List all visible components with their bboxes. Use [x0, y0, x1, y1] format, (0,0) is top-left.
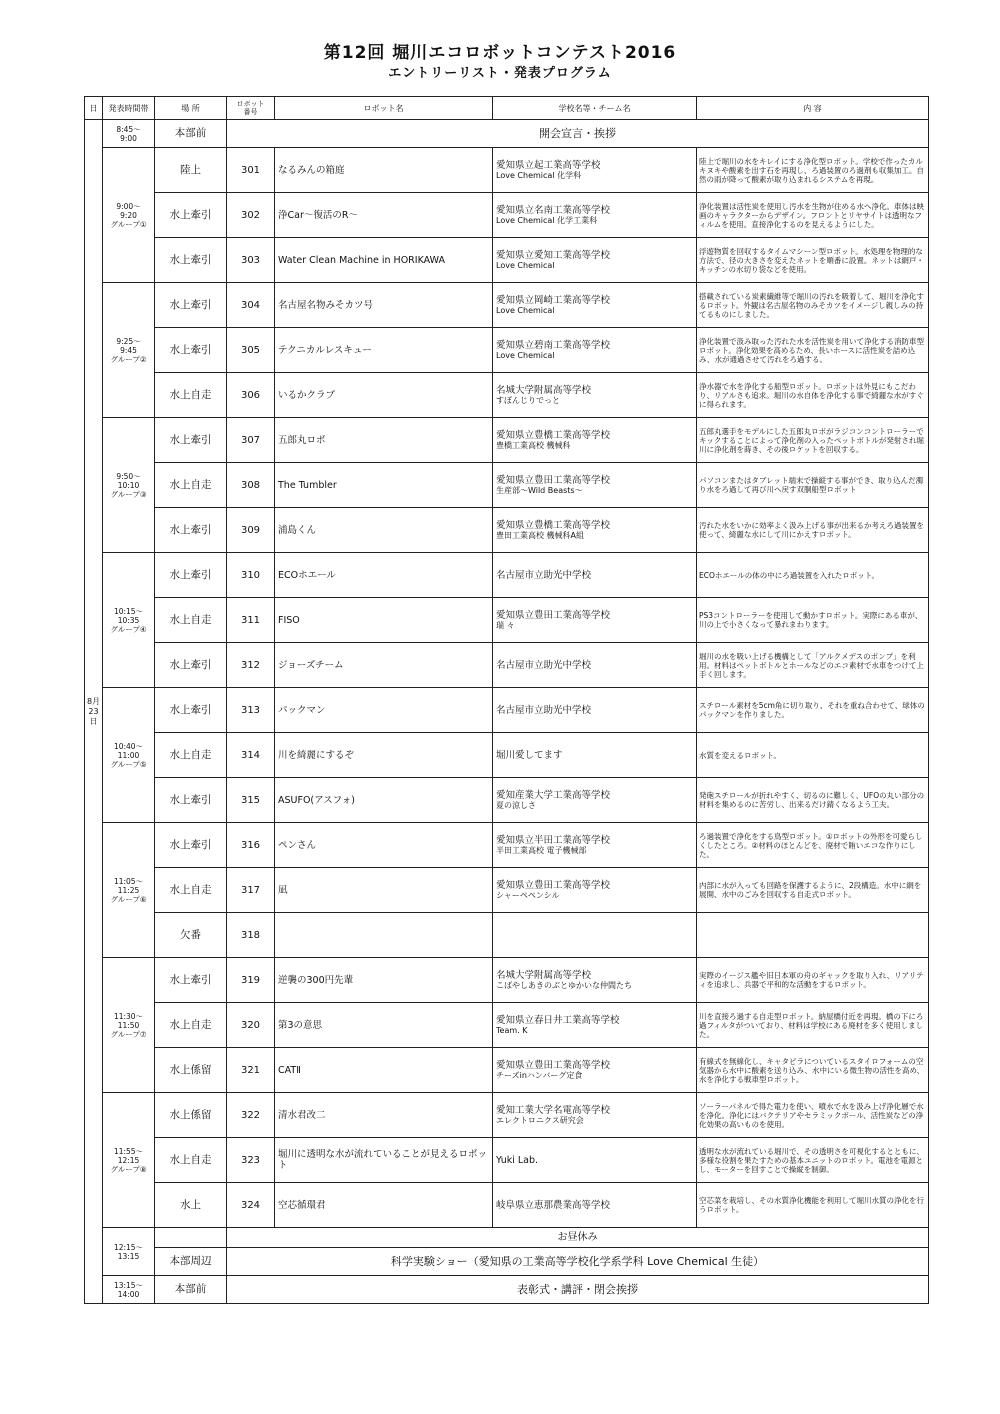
- entry-row: [85, 1138, 929, 1183]
- entry-row: [85, 688, 929, 733]
- group-time: 11:30～ 11:50 グループ⑦: [103, 958, 155, 1093]
- opening-place: 本部前: [155, 120, 227, 148]
- group-time: 10:40～ 11:00 グループ⑤: [103, 688, 155, 823]
- entry-robot-name: ECOホエール: [275, 553, 493, 598]
- entry-row: [85, 598, 929, 643]
- entry-school: 愛知産業大学工業高等学校 夏の涼しさ: [493, 778, 697, 823]
- entry-number: 315: [227, 778, 275, 823]
- header-time: 発表時間帯: [103, 97, 155, 120]
- entry-row: [85, 328, 929, 373]
- entry-description: 空芯菜を栽培し、その水質浄化機能を利用して堀川水質の浄化を行うロボット。: [697, 1183, 929, 1228]
- entry-number: 308: [227, 463, 275, 508]
- entry-school: 愛知県立豊橋工業高等学校 豊田工業高校 機械科A組: [493, 508, 697, 553]
- lunch-row: [85, 1228, 929, 1248]
- entry-description: 水質を変えるロボット。: [697, 733, 929, 778]
- entry-description: 実際のイージス艦や旧日本軍の舟のギャックを取り入れ、リアリティを追求し、兵器で平和的な活動をするロボット。: [697, 958, 929, 1003]
- entry-robot-name: 凪: [275, 868, 493, 913]
- entry-number: 306: [227, 373, 275, 418]
- entry-place: 水上牽引: [155, 553, 227, 598]
- entry-school: 愛知県立愛知工業高等学校 Love Chemical: [493, 238, 697, 283]
- entry-place: 水上牽引: [155, 283, 227, 328]
- entry-place: 水上自走: [155, 1003, 227, 1048]
- entry-number: 305: [227, 328, 275, 373]
- page-title: 第12回 堀川エコロボットコンテスト2016: [323, 43, 677, 63]
- entry-description: パソコンまたはタブレット端末で操縦する事ができ、取り込んだ濁り水をろ過して再び川へ戻す双胴船型ロボット: [697, 463, 929, 508]
- entry-school: 愛知県立名南工業高等学校 Love Chemical 化学工業科: [493, 193, 697, 238]
- entry-place: 水上自走: [155, 463, 227, 508]
- closing-row: [85, 1276, 929, 1304]
- entry-robot-name: FISO: [275, 598, 493, 643]
- entry-number: 316: [227, 823, 275, 868]
- entry-place: 水上牽引: [155, 688, 227, 733]
- entry-place: 水上牽引: [155, 508, 227, 553]
- entry-school: 愛知県立豊田工業高等学校 瑞 々: [493, 598, 697, 643]
- entry-description: 発砲スチロールが折れやすく、切るのに難しく、UFOの丸い部分の材料を集めるのに苦労し、出来るだけ錆くなるよう工夫。: [697, 778, 929, 823]
- entry-place: 水上自走: [155, 868, 227, 913]
- entry-description: 浄水器で水を浄化する船型ロボット。ロボットは外見にもこだわり、リアルさも追求。堀川の水自体を浄化する事で綺麗な水がすぐに得られます。: [697, 373, 929, 418]
- entry-robot-name: 清水君改二: [275, 1093, 493, 1138]
- entry-row: [85, 1048, 929, 1093]
- entry-place: 陸上: [155, 148, 227, 193]
- entry-place: 水上自走: [155, 373, 227, 418]
- entry-robot-name: 名古屋名物みそカツ号: [275, 283, 493, 328]
- entry-school: 岐阜県立恵那農業高等学校: [493, 1183, 697, 1228]
- entry-school: [493, 913, 697, 958]
- page-subtitle: エントリーリスト・発表プログラム: [388, 66, 612, 81]
- entry-school: 堀川愛してます: [493, 733, 697, 778]
- entry-school: 愛知県立豊田工業高等学校 生産部～Wild Beasts～: [493, 463, 697, 508]
- entry-school: 名古屋市立助光中学校: [493, 643, 697, 688]
- entry-place: 水上牽引: [155, 823, 227, 868]
- entry-school: 名城大学附属高等学校 すぼんじりでっと: [493, 373, 697, 418]
- entry-row: [85, 823, 929, 868]
- entry-place: 水上係留: [155, 1093, 227, 1138]
- entry-place: 水上自走: [155, 733, 227, 778]
- header-robot-name: ロボット名: [275, 97, 493, 120]
- closing-event: 表彰式・講評・閉会挨拶: [227, 1276, 929, 1304]
- entry-robot-name: パックマン: [275, 688, 493, 733]
- entry-description: 透明な水が流れている堀川で、その透明さを可視化するとともに、多様な役割を果たすための基本ユニットのロボット。電池を電源とし、モーターを回すことで操縦を制御。: [697, 1138, 929, 1183]
- lunch-time: 12:15～ 13:15: [103, 1228, 155, 1276]
- entry-number: 319: [227, 958, 275, 1003]
- group-time: 9:00～ 9:20 グループ①: [103, 148, 155, 283]
- entry-place: 水上: [155, 1183, 227, 1228]
- entry-row: [85, 193, 929, 238]
- science-show-place: 本部周辺: [155, 1248, 227, 1276]
- entry-number: 312: [227, 643, 275, 688]
- entry-school: 愛知県立碧南工業高等学校 Love Chemical: [493, 328, 697, 373]
- entry-number: 307: [227, 418, 275, 463]
- entry-row: [85, 418, 929, 463]
- entry-row: [85, 1093, 929, 1138]
- entry-number: 323: [227, 1138, 275, 1183]
- entry-number: 314: [227, 733, 275, 778]
- entry-robot-name: 五郎丸ロボ: [275, 418, 493, 463]
- entry-number: 304: [227, 283, 275, 328]
- lunch-blank: [155, 1228, 227, 1248]
- entry-robot-name: 浦島くん: [275, 508, 493, 553]
- entry-school: 愛知県立豊橋工業高等学校 豊橋工業高校 機械科: [493, 418, 697, 463]
- entry-school: 愛知県立起工業高等学校 Love Chemical 化学科: [493, 148, 697, 193]
- entry-place: 水上自走: [155, 1138, 227, 1183]
- entry-row: [85, 283, 929, 328]
- entry-school: Yuki Lab.: [493, 1138, 697, 1183]
- opening-row: [85, 120, 929, 148]
- entry-school: 愛知県立春日井工業高等学校 Team. K: [493, 1003, 697, 1048]
- opening-time: 8:45～ 9:00: [103, 120, 155, 148]
- lunch-event: お昼休み: [227, 1228, 929, 1248]
- entry-row: [85, 1183, 929, 1228]
- entry-description: 有線式を無線化し、キャタピラについているスタイロフォームの空気器から水中に酸素を送り込み、水中にいる微生物の活性を高め、水を浄化する戦車型ロボット。: [697, 1048, 929, 1093]
- entry-place: 水上牽引: [155, 418, 227, 463]
- entry-place: 水上係留: [155, 1048, 227, 1093]
- opening-event: 開会宣言・挨拶: [227, 120, 929, 148]
- header-place: 場 所: [155, 97, 227, 120]
- entry-number: 318: [227, 913, 275, 958]
- entry-row: [85, 1003, 929, 1048]
- entry-row: [85, 733, 929, 778]
- group-time: 9:50～ 10:10 グループ③: [103, 418, 155, 553]
- entry-row: [85, 238, 929, 283]
- entry-row: [85, 913, 929, 958]
- table-header-row: [85, 97, 929, 120]
- group-time: 10:15～ 10:35 グループ④: [103, 553, 155, 688]
- group-time: 11:55～ 12:15 グループ⑧: [103, 1093, 155, 1228]
- entry-place: 水上牽引: [155, 193, 227, 238]
- entry-robot-name: なるみんの箱庭: [275, 148, 493, 193]
- entry-school: 名古屋市立助光中学校: [493, 688, 697, 733]
- entry-number: 324: [227, 1183, 275, 1228]
- entry-description: 浮遊物質を回収するタイムマシーン型ロボット。水処理を物理的な方法で、径の大きさを変えたネットを順番に設置。ネットは網戸・キッチンの水切り袋などを使用。: [697, 238, 929, 283]
- entry-robot-name: テクニカルレスキュー: [275, 328, 493, 373]
- entry-number: 317: [227, 868, 275, 913]
- entry-row: [85, 958, 929, 1003]
- entry-number: 311: [227, 598, 275, 643]
- entry-place: 水上牽引: [155, 643, 227, 688]
- entry-robot-name: 堀川に透明な水が流れていることが見えるロボット: [275, 1138, 493, 1183]
- header-school: 学校名等・チーム名: [493, 97, 697, 120]
- entry-description: スチロール素材を5cm角に切り取り、それを重ね合わせて、球体のパックマンを作りました。: [697, 688, 929, 733]
- entry-place: 水上牽引: [155, 778, 227, 823]
- entry-description: ECOホエールの体の中にろ過装置を入れたロボット。: [697, 553, 929, 598]
- entry-school: 愛知県立岡崎工業高等学校 Love Chemical: [493, 283, 697, 328]
- entry-row: [85, 373, 929, 418]
- entry-number: 309: [227, 508, 275, 553]
- entry-robot-name: [275, 913, 493, 958]
- entry-number: 302: [227, 193, 275, 238]
- entry-place: 欠番: [155, 913, 227, 958]
- entry-number: 322: [227, 1093, 275, 1138]
- entry-robot-name: ジョーズチーム: [275, 643, 493, 688]
- entry-description: 内部に水が入っても回路を保護するように、2段構造。水中に網を展開、水中のごみを回収する自走式ロボット。: [697, 868, 929, 913]
- entry-school: 愛知県立半田工業高等学校 半田工業高校 電子機械部: [493, 823, 697, 868]
- entry-row: [85, 508, 929, 553]
- entry-number: 310: [227, 553, 275, 598]
- entry-row: [85, 868, 929, 913]
- entry-robot-name: Water Clean Machine in HORIKAWA: [275, 238, 493, 283]
- entry-place: 水上牽引: [155, 238, 227, 283]
- science-show-event: 科学実験ショー（愛知県の工業高等学校化学系学科 Love Chemical 生徒）: [227, 1248, 929, 1276]
- entry-place: 水上牽引: [155, 328, 227, 373]
- entry-description: ソーラーパネルで得た電力を使い、噴水で水を汲み上げ浄化層で水を浄化。浄化にはバクテリアやセラミックボール、活性炭などの浄化効果の高いものを使用。: [697, 1093, 929, 1138]
- entry-number: 303: [227, 238, 275, 283]
- header-robot-no: ロボット 番号: [227, 97, 275, 120]
- entry-school: 名城大学附属高等学校 こばやしあきのぶとゆかいな仲間たち: [493, 958, 697, 1003]
- entry-description: 浄化装置で汲み取った汚れた水を活性炭を用いて浄化する消防車型ロボット。浄化効果を高めるため、長いホースに活性炭を詰め込み、水が通過させて汚れをろ過する。: [697, 328, 929, 373]
- entry-school: 愛知工業大学名電高等学校 エレクトロニクス研究会: [493, 1093, 697, 1138]
- group-time: 11:05～ 11:25 グループ⑥: [103, 823, 155, 958]
- entry-school: 名古屋市立助光中学校: [493, 553, 697, 598]
- entry-description: [697, 913, 929, 958]
- closing-place: 本部前: [155, 1276, 227, 1304]
- entry-robot-name: CATⅡ: [275, 1048, 493, 1093]
- entry-robot-name: ペンさん: [275, 823, 493, 868]
- entry-description: 浄化装置は活性炭を使用し汚水を生物が住める水へ浄化。車体は映画のキャラクターからデザイン。フロントとリヤサイトは透明なフィルムを使用。直接浄化するのを見えるようにした。: [697, 193, 929, 238]
- entry-row: [85, 148, 929, 193]
- program-table: [84, 96, 929, 1304]
- day-cell: 8月 23日: [85, 120, 103, 1304]
- entry-robot-name: 第3の意思: [275, 1003, 493, 1048]
- entry-description: 陸上で堀川の水をキレイにする浄化型ロボット。学校で作ったカルキヌキや酸素を出す石を再現し、ろ過装置のろ過剤も収集加工。自然の雨が降って酸素が取り込まれるシステムを再現。: [697, 148, 929, 193]
- entry-row: [85, 553, 929, 598]
- entry-row: [85, 463, 929, 508]
- entry-number: 320: [227, 1003, 275, 1048]
- closing-time: 13:15～ 14:00: [103, 1276, 155, 1304]
- entry-number: 313: [227, 688, 275, 733]
- entry-robot-name: ASUFO(アスフォ): [275, 778, 493, 823]
- entry-robot-name: 逆襲の300円先輩: [275, 958, 493, 1003]
- entry-robot-name: The Tumbler: [275, 463, 493, 508]
- entry-description: 五郎丸選手をモデルにした五郎丸ロボがラジコンコントローラーでキックすることによって浄化剤の入ったペットボトルが発射され堀川に浄化剤を蒔き、その後ロケットを回収する。: [697, 418, 929, 463]
- entry-description: PS3コントローラーを使用して動かすロボット。実際にある車が、川の上で小さくなって暴れまわります。: [697, 598, 929, 643]
- entry-number: 301: [227, 148, 275, 193]
- entry-place: 水上自走: [155, 598, 227, 643]
- entry-description: 堀川の水を吸い上げる機構として「アルクメデスのポンプ」を利用。材料はペットボトルとホールなどのエコ素材で水車をつけて上手く回します。: [697, 643, 929, 688]
- entry-description: ろ過装置で浄化をする鳥型ロボット。①ロボットの外形を可愛らしくしたところ。②材料のほとんどを、廃材で賄いエコな作りにした。: [697, 823, 929, 868]
- entry-row: [85, 643, 929, 688]
- science-show-row: [85, 1248, 929, 1276]
- header-day: 日: [85, 97, 103, 120]
- group-time: 9:25～ 9:45 グループ②: [103, 283, 155, 418]
- entry-row: [85, 778, 929, 823]
- entry-number: 321: [227, 1048, 275, 1093]
- entry-place: 水上牽引: [155, 958, 227, 1003]
- entry-robot-name: 川を綺麗にするぞ: [275, 733, 493, 778]
- entry-robot-name: 浄Car～復活のR～: [275, 193, 493, 238]
- entry-robot-name: いるかクラブ: [275, 373, 493, 418]
- entry-description: 搭載されている炭素繊維等で堀川の汚れを吸着して、堀川を浄化するロボット。外観は名古屋名物のみそカツをイメージし親しみの持てるものにしました。: [697, 283, 929, 328]
- entry-description: 川を直接ろ過する自走型ロボット。納屋橋付近を再現。橋の下にろ過フィルタがついており、材料は学校にある廃材を多く使用しました。: [697, 1003, 929, 1048]
- entry-school: 愛知県立豊田工業高等学校 シャーペペンシル: [493, 868, 697, 913]
- header-content: 内 容: [697, 97, 929, 120]
- entry-robot-name: 空芯循環君: [275, 1183, 493, 1228]
- entry-school: 愛知県立豊田工業高等学校 チーズinハンバーグ定食: [493, 1048, 697, 1093]
- entry-description: 汚れた水をいかに効率よく汲み上げる事が出来るか考えろ過装置を使って、綺麗な水にして川にかえすロボット。: [697, 508, 929, 553]
